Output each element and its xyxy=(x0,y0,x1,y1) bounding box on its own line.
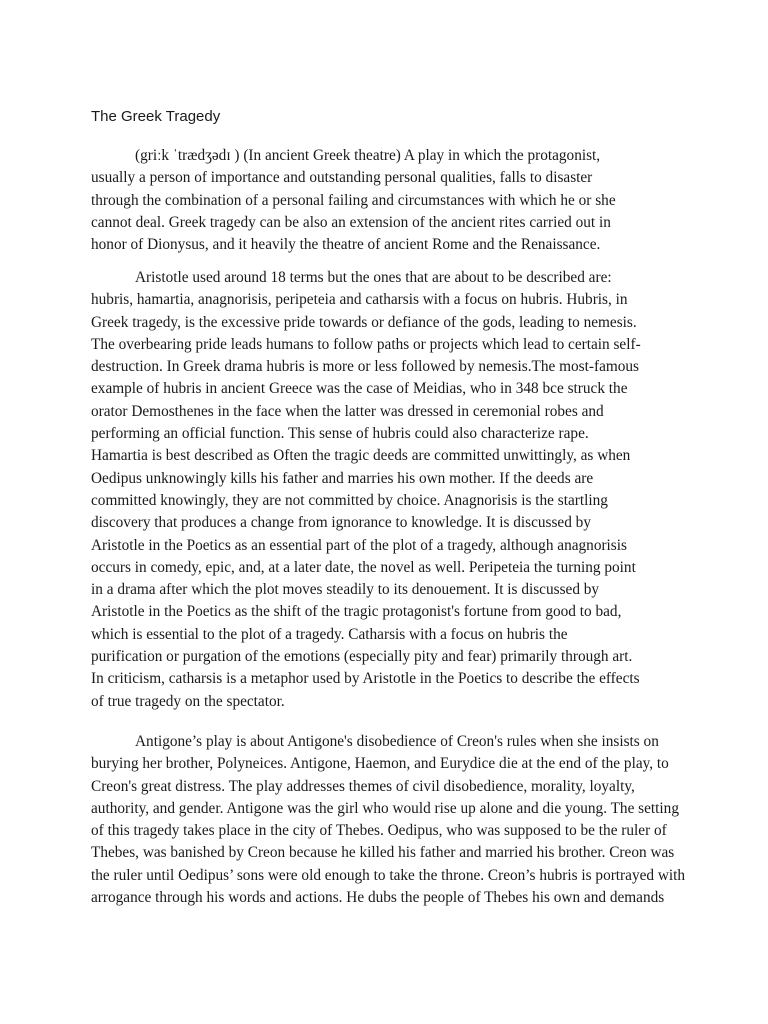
paragraph-definition xyxy=(91,145,691,256)
text-line: The overbearing pride leads humans to follow paths or projects which lead to certain self- xyxy=(91,335,641,353)
text-line: Greek tragedy, is the excessive pride towards or defiance of the gods, leading to nemesis. xyxy=(91,313,637,331)
text-line: of this tragedy takes place in the city of Thebes. Oedipus, who was supposed to be the ruler of xyxy=(91,822,667,840)
text-line: hubris, hamartia, anagnorisis, peripeteia and catharsis with a focus on hubris. Hubris, in xyxy=(91,291,628,309)
text-line: of true tragedy on the spectator. xyxy=(91,692,285,710)
text-line: destruction. In Greek drama hubris is more or less followed by nemesis.The most-famous xyxy=(91,358,640,376)
text-line: purification or purgation of the emotions (especially pity and fear) primarily through art. xyxy=(91,648,633,666)
text-line: burying her brother, Polyneices. Antigone, Haemon, and Eurydice die at the end of the play, to xyxy=(91,755,669,773)
text-line: Oedipus unknowingly kills his father and marries his own mother. If the deeds are xyxy=(91,469,594,487)
text-line: Thebes, was banished by Creon because he killed his father and married his brother. Creon was xyxy=(91,844,675,862)
text-line: Aristotle in the Poetics as an essential part of the plot of a tragedy, although anagnorisis xyxy=(91,536,627,554)
text-line: committed knowingly, they are not committed by choice. Anagnorisis is the startling xyxy=(91,491,608,509)
text-line: performing an official function. This sense of hubris could also characterize rape. xyxy=(91,425,589,443)
text-line: the ruler until Oedipus’ sons were old enough to take the throne. Creon’s hubris is portrayed with xyxy=(91,866,686,884)
paragraph-aristotle-terms xyxy=(91,267,691,713)
text-line: through the combination of a personal failing and circumstances with which he or she xyxy=(91,191,616,209)
text-line: In criticism, catharsis is a metaphor used by Aristotle in the Poetics to describe the effects xyxy=(91,670,640,688)
text-line: arrogance through his words and actions. He dubs the people of Thebes his own and demands xyxy=(91,889,665,907)
text-line: discovery that produces a change from ignorance to knowledge. It is discussed by xyxy=(91,514,591,532)
text-line: orator Demosthenes in the face when the latter was dressed in ceremonial robes and xyxy=(91,402,604,420)
text-line: example of hubris in ancient Greece was the case of Meidias, who in 348 bce struck the xyxy=(91,380,628,398)
text-line: Aristotle in the Poetics as the shift of the tragic protagonist's fortune from good to bad, xyxy=(91,603,622,621)
document-title: The Greek Tragedy xyxy=(91,108,221,125)
text-line: Hamartia is best described as Often the tragic deeds are committed unwittingly, as when xyxy=(91,447,631,465)
text-line: honor of Dionysus, and it heavily the theatre of ancient Rome and the Renaissance. xyxy=(91,236,601,254)
text-line: in a drama after which the plot moves steadily to its denouement. It is discussed by xyxy=(91,581,600,599)
text-line: which is essential to the plot of a tragedy. Catharsis with a focus on hubris the xyxy=(91,625,568,643)
text-line: cannot deal. Greek tragedy can be also an extension of the ancient rites carried out in xyxy=(91,213,611,231)
text-line: authority, and gender. Antigone was the girl who would rise up alone and die young. The setting xyxy=(91,799,679,817)
text-line: usually a person of importance and outstanding personal qualities, falls to disaster xyxy=(91,169,593,187)
text-line: Antigone’s play is about Antigone's disobedience of Creon's rules when she insists on xyxy=(135,733,659,750)
text-line: occurs in comedy, epic, and, at a later date, the novel as well. Peripeteia the turning point xyxy=(91,558,636,576)
text-line: (griːk ˈtrædʒədɪ ) (In ancient Greek theatre) A play in which the protagonist, xyxy=(135,147,601,164)
paragraph-antigone xyxy=(91,731,691,909)
text-line: Creon's great distress. The play addresses themes of civil disobedience, morality, loyalty, xyxy=(91,777,635,795)
text-line: Aristotle used around 18 terms but the ones that are about to be described are: xyxy=(135,269,612,286)
